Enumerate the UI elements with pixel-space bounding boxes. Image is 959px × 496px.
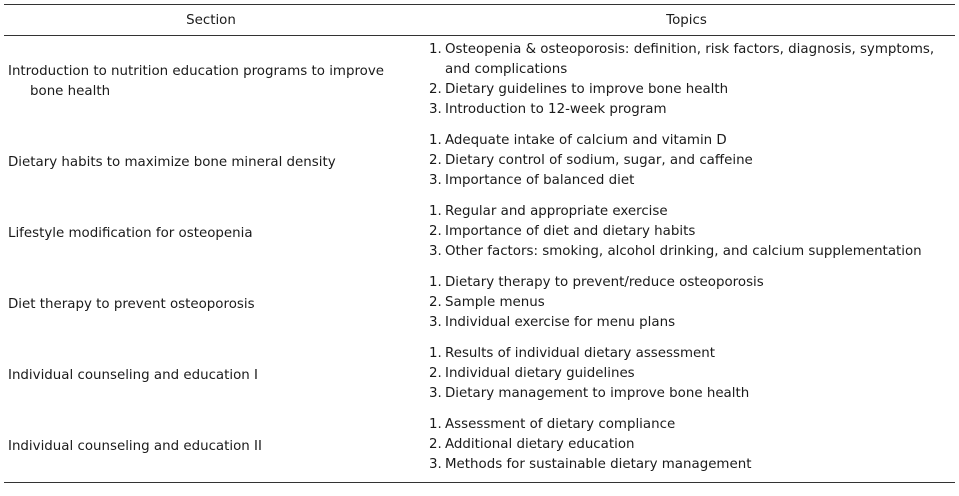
table-row [4,198,955,269]
topic-item [429,171,949,191]
header-row [4,5,955,36]
topic-number: 1. [429,133,442,148]
topic-number: 2. [429,366,442,381]
section-cell [4,411,418,483]
curriculum-table-container [4,4,955,483]
topic-number: 3. [429,244,442,259]
topics-cell [418,340,955,411]
header-topics: Topics [418,5,955,36]
topic-item [429,313,949,333]
topic-text: Dietary therapy to prevent/reduce osteoporosis [445,275,764,290]
topic-number: 3. [429,386,442,401]
topic-text: Individual dietary guidelines [445,366,635,381]
topic-item [429,435,949,455]
section-title: Introduction to nutrition education programs to improve bone health [8,63,385,99]
topic-number: 1. [429,346,442,361]
topic-item [429,202,949,222]
topic-item [429,80,949,100]
topic-item [429,100,949,120]
topic-number: 3. [429,102,442,117]
topic-item [429,344,949,364]
topic-number: 3. [429,173,442,188]
topic-item [429,151,949,171]
section-title: Individual counseling and education II [8,438,262,454]
topic-number: 2. [429,153,442,168]
topic-text: Assessment of dietary compliance [445,417,676,432]
topics-cell [418,269,955,340]
table-row [4,411,955,483]
topic-text: Regular and appropriate exercise [445,204,668,219]
topics-cell [418,127,955,198]
table-row [4,127,955,198]
section-title: Individual counseling and education I [8,367,258,383]
topic-number: 3. [429,315,442,330]
section-cell [4,36,418,128]
section-cell [4,127,418,198]
table-header [4,5,955,36]
topic-list [429,273,949,333]
topic-number: 1. [429,204,442,219]
table-row [4,340,955,411]
topic-number: 1. [429,275,442,290]
curriculum-table [4,4,955,483]
topic-item [429,364,949,384]
topic-number: 2. [429,295,442,310]
topic-number: 1. [429,42,442,57]
table-body [4,36,955,483]
topic-text: Adequate intake of calcium and vitamin D [445,133,727,148]
section-title: Lifestyle modification for osteopenia [8,225,253,241]
section-cell [4,198,418,269]
topic-text: Importance of diet and dietary habits [445,224,696,239]
topic-list [429,415,949,475]
topics-cell [418,198,955,269]
topic-text: Dietary guidelines to improve bone health [445,82,729,97]
topic-number: 1. [429,417,442,432]
topic-text: Dietary management to improve bone health [445,386,750,401]
topic-text: Introduction to 12-week program [445,102,667,117]
topic-text: Results of individual dietary assessment [445,346,715,361]
topic-text: Sample menus [445,295,545,310]
topic-item [429,40,949,80]
topic-text: Methods for sustainable dietary management [445,457,752,472]
topic-number: 2. [429,224,442,239]
section-cell [4,269,418,340]
section-cell [4,340,418,411]
topic-item [429,222,949,242]
topic-text: Additional dietary education [445,437,635,452]
topic-number: 2. [429,437,442,452]
topic-list [429,202,949,262]
topics-cell [418,411,955,483]
topic-number: 2. [429,82,442,97]
topic-text: Other factors: smoking, alcohol drinking, and calcium supplementation [445,244,922,259]
header-section: Section [4,5,418,36]
section-title: Diet therapy to prevent osteoporosis [8,296,255,312]
topic-list [429,131,949,191]
topic-text: Osteopenia & osteoporosis: definition, risk factors, diagnosis, symptoms, and complications [445,42,935,77]
topic-item [429,415,949,435]
topic-item [429,384,949,404]
topic-item [429,455,949,475]
topic-number: 3. [429,457,442,472]
topic-text: Importance of balanced diet [445,173,635,188]
topic-item [429,242,949,262]
topic-text: Dietary control of sodium, sugar, and caffeine [445,153,753,168]
topic-list [429,40,949,120]
topic-item [429,293,949,313]
table-row [4,36,955,128]
topic-text: Individual exercise for menu plans [445,315,676,330]
topic-item [429,273,949,293]
topic-list [429,344,949,404]
section-title: Dietary habits to maximize bone mineral density [8,154,336,170]
topic-item [429,131,949,151]
table-row [4,269,955,340]
topics-cell [418,36,955,128]
